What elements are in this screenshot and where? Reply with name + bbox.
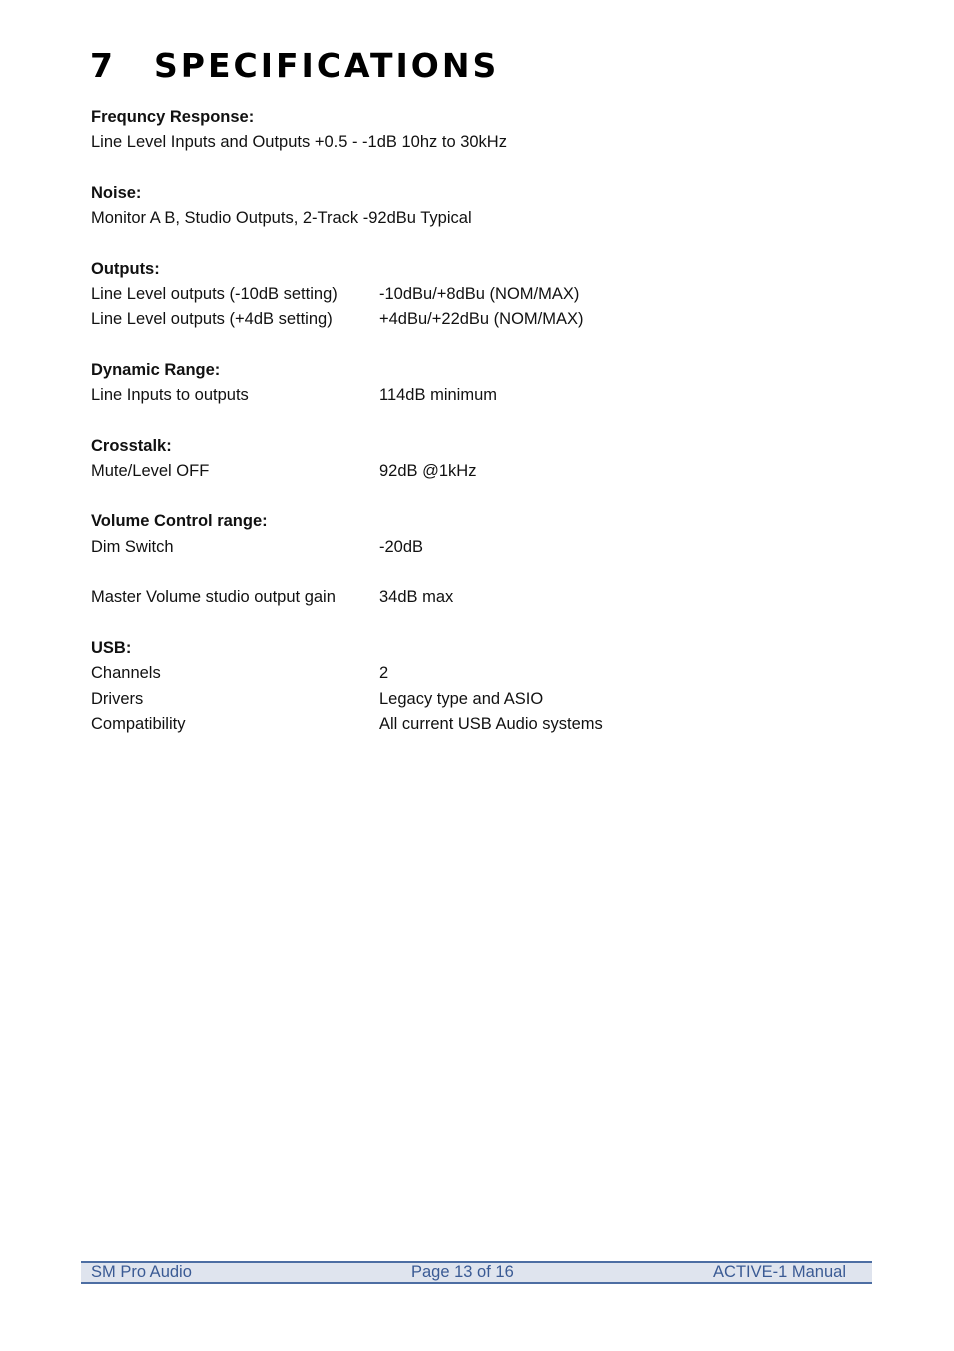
section-heading: Dynamic Range:	[91, 360, 221, 379]
spec-label: Monitor A B, Studio Outputs, 2-Track -92dBu Typical	[91, 209, 472, 228]
spec-section-noise	[91, 181, 871, 232]
spec-row	[91, 687, 871, 712]
spec-label: Compatibility	[91, 715, 186, 734]
spec-section-outputs	[91, 257, 871, 333]
spec-section-usb	[91, 636, 871, 738]
spec-row	[91, 383, 871, 408]
spec-section-dynamic-range	[91, 358, 871, 409]
spec-row	[91, 585, 871, 610]
spec-value: Legacy type and ASIO	[379, 689, 544, 708]
section-heading: Crosstalk:	[91, 436, 172, 455]
spec-value: 2	[379, 664, 389, 683]
spec-row	[91, 282, 871, 307]
spec-label: Master Volume studio output gain	[91, 588, 336, 607]
section-heading: USB:	[91, 638, 132, 657]
spec-row	[91, 130, 871, 155]
spec-row	[91, 661, 871, 686]
section-heading: Frequncy Response:	[91, 108, 255, 126]
spec-row	[91, 712, 871, 737]
spec-value: All current USB Audio systems	[379, 715, 603, 734]
section-heading: Outputs:	[91, 259, 160, 278]
spec-label: Drivers	[91, 689, 144, 708]
spec-value: +4dBu/+22dBu (NOM/MAX)	[379, 310, 584, 329]
spec-label: Channels	[91, 664, 161, 683]
spec-section-frequency-response	[91, 105, 871, 156]
specifications-content	[91, 105, 871, 762]
spec-value: 92dB @1kHz	[379, 461, 477, 480]
spec-value: 34dB max	[379, 588, 454, 607]
footer-manual-title: ACTIVE-1 Manual	[713, 1263, 846, 1281]
spec-row	[91, 307, 871, 332]
page-title	[90, 44, 499, 88]
section-title-text: SPECIFICATIONS	[154, 46, 500, 85]
spec-label: Line Level outputs (+4dB setting)	[91, 310, 333, 329]
spec-row	[91, 535, 871, 560]
section-heading: Noise:	[91, 183, 142, 202]
spec-row	[91, 459, 871, 484]
spec-value: -20dB	[379, 537, 424, 556]
row-spacer	[91, 560, 871, 585]
spec-label: Line Inputs to outputs	[91, 386, 249, 405]
spec-value: 114dB minimum	[379, 386, 497, 405]
footer-page-number: Page 13 of 16	[411, 1263, 514, 1281]
spec-label: Line Level outputs (-10dB setting)	[91, 284, 338, 303]
footer-company: SM Pro Audio	[91, 1263, 192, 1281]
spec-label: Dim Switch	[91, 537, 174, 556]
page-footer	[81, 1261, 872, 1284]
section-number: 7	[90, 46, 116, 85]
spec-label: Mute/Level OFF	[91, 461, 210, 480]
spec-label: Line Level Inputs and Outputs +0.5 - -1dB 10hz to 30kHz	[91, 133, 507, 152]
spec-row	[91, 206, 871, 231]
spec-section-crosstalk	[91, 434, 871, 485]
spec-value: -10dBu/+8dBu (NOM/MAX)	[379, 284, 580, 303]
section-heading: Volume Control range:	[91, 512, 268, 531]
spec-section-volume-control-range	[91, 509, 871, 611]
